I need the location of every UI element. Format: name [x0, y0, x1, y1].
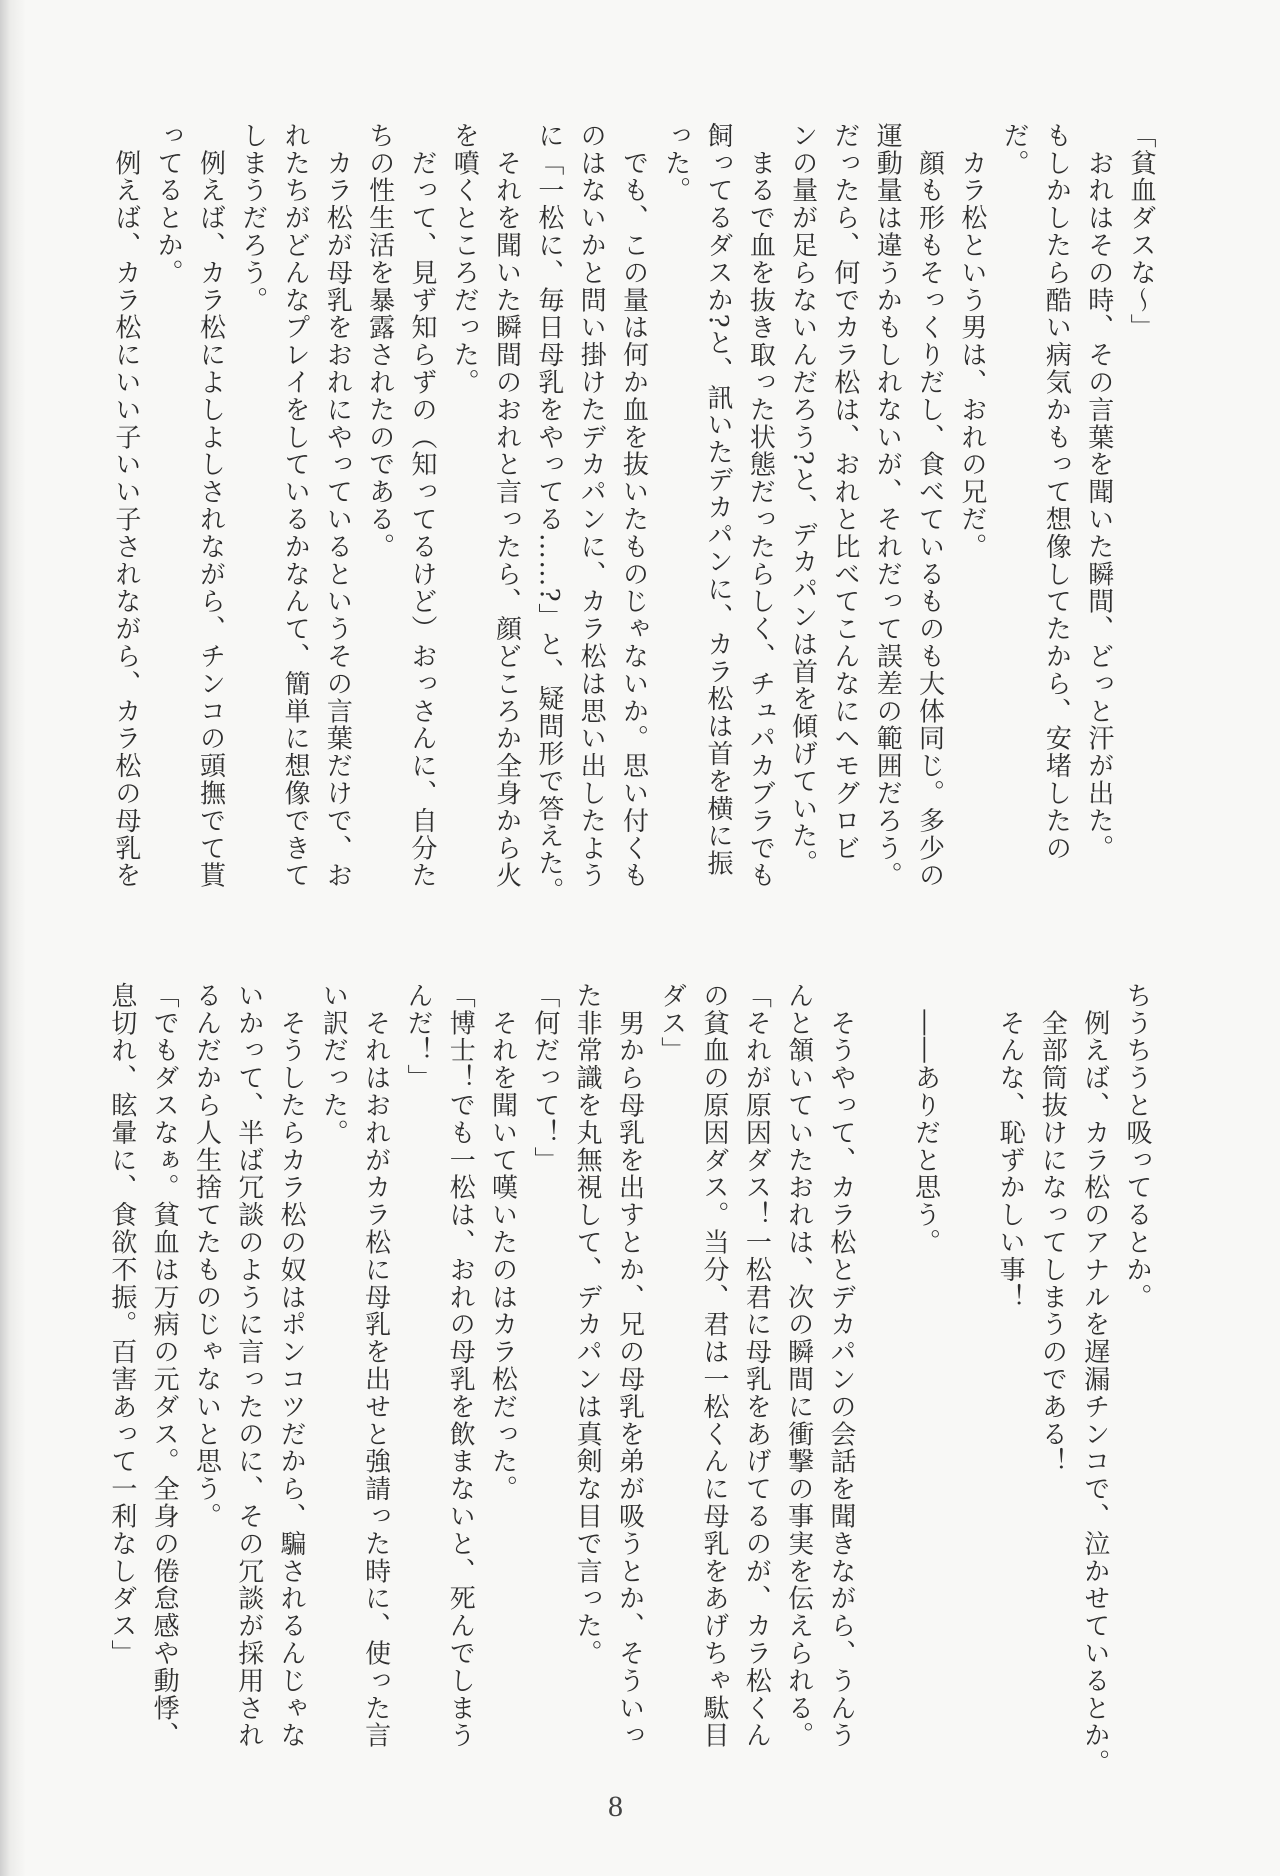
text-line: 「何だって！」 [529, 982, 560, 1174]
text-line: 顔も形もそっくりだし、食べているものも大体同じ。多少の [914, 122, 945, 890]
text-line: しまうだろう。 [237, 122, 268, 314]
text-line: そうやって、カラ松とデカパンの会話を聞きながら、うんう [825, 982, 856, 1750]
text-line: れたちがどんなプレイをしているかなんて、簡単に想像できて [280, 122, 311, 890]
text-line: だって、見ず知らずの（知ってるけど）おっさんに、自分た [406, 122, 437, 890]
text-line: 例えば、カラ松のアナルを遅漏チンコで、泣かせているとか。 [1079, 982, 1110, 1777]
text-line: もしかしたら酷い病気かもって想像してたから、安堵したの [1041, 122, 1072, 862]
text-line: そんな、恥ずかしい事！ [995, 982, 1026, 1311]
text-line: いかって、半ば冗談のように言ったのに、その冗談が採用され [233, 982, 264, 1750]
text-line: カラ松という男は、おれの兄だ。 [956, 122, 987, 561]
text-line: ――ありだと思う。 [910, 982, 941, 1256]
text-line: ちうちうと吸ってるとか。 [1122, 982, 1152, 1311]
text-line: 飼ってるダスか?と、訊いたデカパンに、カラ松は首を横に振 [703, 122, 734, 878]
text-line: 息切れ、眩暈に、食欲不振。百害あって一利なしダス」 [106, 982, 137, 1667]
text-line: の貧血の原因ダス。当分、君は一松くんに母乳をあげちゃ駄目 [699, 982, 730, 1750]
top-text-block [105, 122, 1162, 905]
text-line: 「貧血ダスな～」 [1126, 122, 1156, 342]
text-line: 全部筒抜けになってしまうのである！ [1037, 982, 1068, 1476]
text-line: それを聞いた瞬間のおれと言ったら、顔どころか全身から火 [491, 122, 522, 890]
text-line: ダス」 [656, 982, 687, 1065]
text-line: ちの性生活を暴露されたのである。 [364, 122, 395, 561]
text-line: 例えば、カラ松にいい子いい子されながら、カラ松の母乳を [110, 122, 141, 890]
text-line: んと頷いていたおれは、次の瞬間に衝撃の事実を伝えられる。 [783, 982, 814, 1750]
text-line: それはおれがカラ松に母乳を出せと強請った時に、使った言 [360, 982, 391, 1750]
text-line: んだ！」 [402, 982, 433, 1092]
text-line [862, 982, 904, 1732]
text-line: ってるとか。 [153, 122, 184, 287]
bottom-text-block [101, 982, 1158, 1777]
text-line: い訳だった。 [318, 982, 349, 1147]
text-line: でも、この量は何か血を抜いたものじゃないか。思い付くも [618, 122, 649, 890]
text-line: だ。 [999, 122, 1030, 177]
text-line: おれはその時、その言葉を聞いた瞬間、どっと汗が出た。 [1083, 122, 1114, 862]
text-line: カラ松が母乳をおれにやっているというその言葉だけで、お [322, 122, 353, 890]
text-line: そうしたらカラ松の奴はポンコツだから、騙されるんじゃな [276, 982, 307, 1750]
page-binding-shadow [0, 0, 26, 1876]
text-line: のはないかと問い掛けたデカパンに、カラ松は思い出したよう [576, 122, 607, 890]
text-line: った。 [660, 122, 691, 205]
text-line: それを聞いて嘆いたのはカラ松だった。 [487, 982, 518, 1503]
text-line: ンの量が足らないんだろう?と、デカパンは首を傾げていた。 [787, 122, 818, 878]
text-line: 「それが原因ダス！一松君に母乳をあげてるのが、カラ松くん [741, 982, 772, 1750]
text-line: 運動量は違うかもしれないが、それだって誤差の範囲だろう。 [872, 122, 903, 890]
text-line: るんだから人生捨てたものじゃないと思う。 [191, 982, 222, 1530]
text-line: を噴くところだった。 [449, 122, 480, 396]
text-line: 例えば、カラ松によしよしされながら、チンコの頭撫でて貰 [195, 122, 226, 890]
text-line: た非常識を丸無視して、デカパンは真剣な目で言った。 [572, 982, 603, 1667]
text-line: 「でもダスなぁ。貧血は万病の元ダス。全身の倦怠感や動悸、 [149, 982, 180, 1750]
text-line: まるで血を抜き取った状態だったらしく、チュパカブラでも [745, 122, 776, 890]
page-number: 8 [608, 1790, 623, 1823]
text-line: 男から母乳を出すとか、兄の母乳を弟が吸うとか、そういっ [614, 982, 645, 1750]
text-line: だったら、何でカラ松は、おれと比べてこんなにヘモグロビ [829, 122, 860, 862]
text-line: に「一松に、毎日母乳をやってる……?」と、疑問形で答えた。 [533, 122, 564, 905]
text-line: 「博士！でも一松は、おれの母乳を飲まないと、死んでしまう [445, 982, 476, 1750]
text-line [947, 982, 989, 1732]
